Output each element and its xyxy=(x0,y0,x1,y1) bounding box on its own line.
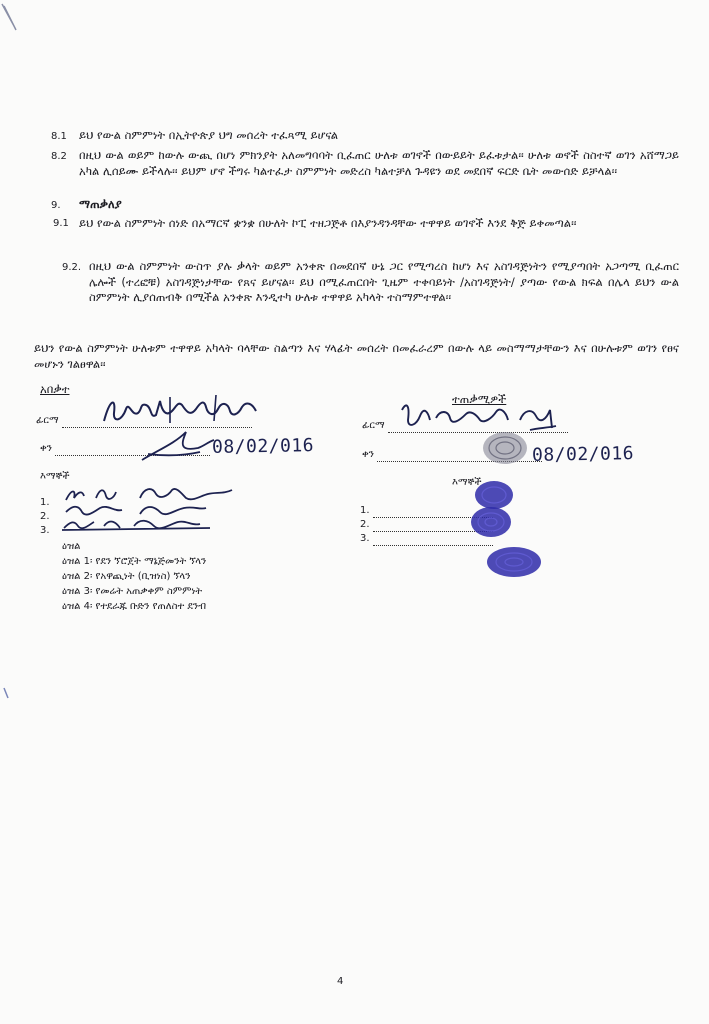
annex-1: ዕዝል 1፡ የደን ኘሮጀት ማኔጅመንት ኘላን xyxy=(62,556,207,567)
right-witness-thumbprint-2 xyxy=(468,504,514,540)
left-date-scribble xyxy=(138,426,218,466)
right-witness-3-dotted-line xyxy=(373,545,493,546)
margin-mark xyxy=(2,686,12,700)
closing-statement: ይህን የውል ስምምነት ሁለቱም ተዋዋይ አካላት ባላቸው ስልጣን እና ሃላፊት መሰረት በመፈራረም በውሉ ላይ መስማማታቸውን እና በሁሉቱም ወገን የፀና መሆኑን ገልፀዋል፡፡ xyxy=(34,341,679,371)
left-party-heading: አበቃተ xyxy=(40,382,70,396)
left-witness-3-number: 3. xyxy=(40,525,50,536)
annex-4: ዕዝል 4፡ የተደራጁ ቡድን የጠለስተ ደንብ xyxy=(62,601,207,612)
right-date-label: ቀን xyxy=(362,449,374,460)
left-date-label: ቀን xyxy=(40,443,52,454)
section-9-number: 9. xyxy=(51,200,61,211)
clause-9-1-number: 9.1 xyxy=(53,218,69,229)
left-witness-2-number: 2. xyxy=(40,511,50,522)
clause-8-1-text: ይህ የውል ስምምነት በኢትዮጵያ ህግ መሰረት ተፈጻሚ ይሆናል xyxy=(79,128,339,142)
right-witnesses-heading: እማኞች xyxy=(452,477,482,488)
clause-8-2-number: 8.2 xyxy=(51,151,67,162)
annex-3: ዕዝል 3፡ የመሬት አጠቃቀም ስምምነት xyxy=(62,586,203,597)
left-witness-signatures xyxy=(60,482,240,542)
right-witness-3-number: 3. xyxy=(360,533,370,544)
right-witness-thumbprint-3 xyxy=(484,544,544,580)
clause-9-2-text: በዚህ ውል ስምምነት ውስጥ ያሉ ቃላት ወይም አንቀጽ በመደበኛ ሁኔ ጋር የሚጣረስ ከሆነ እና አስገዳጅነትን የሚያጣበት አጋጣሚ ቢፈጠር ሌሎች (ተረፎቹ) አስገዳጅነታቸው የጸና ይሆናል፡፡ ይህ በሚፈጠርበት ጊዜም ተቀባይነት /አስገዳጅነት/ ያጣው የውል ክፍል በሌላ ይህን ውል ስምምነት ሊያሰጠብቅ በሚችል አንቀጽ እንዲተካ ሁለቱ ተዋዋይ አካላት ተስማምተዋል፡፡ xyxy=(89,259,679,304)
right-sign-label: ፊርማ xyxy=(362,420,385,431)
left-party-signature xyxy=(96,391,266,431)
right-witness-2-number: 2. xyxy=(360,519,370,530)
left-witnesses-heading: እማኞች xyxy=(40,471,70,482)
corner-pen-mark xyxy=(0,0,20,50)
section-9-title: ማጠቃለያ xyxy=(79,197,122,211)
clause-9-2-number: 9.2. xyxy=(62,262,82,273)
clause-9-1-text: ይህ የውል ስምምነት ሰነድ በአማርኛ ቋንቋ በሁለት ኮፒ ተዘጋጅቶ በእያንዳንዳቸው ተዋዋይ ወገኖች እንደ ቅጅ ይቀመጣል፡፡ xyxy=(79,216,577,230)
left-sign-label: ፊርማ xyxy=(36,415,59,426)
clause-8-1-number: 8.1 xyxy=(51,131,67,142)
clause-8-2-text: በዚህ ውል ወይም ከውሉ ውጪ በሆነ ምክንያት አለመግባባት ቢፈጠር ሁለቱ ወገኖች በውይይት ይፈቱታል፡፡ ሁለቱ ወኖች ስስተኛ ወገን አሸማጋይ አካል ሊሰይሙ ይችላሉ፡፡ ይህም ሆኖ ችግሩ ካልተፈታ ስምምነት መድረስ ካልተቻለ ጉዳዩን ወደ መደበኛ ፍርድ ቤት መውሰድ ይቻላል፡፡ xyxy=(79,148,679,178)
right-party-heading: ተጠቃሚዎች xyxy=(452,392,507,406)
annex-2: ዕዝል 2፡ የአዋጪነት (ቢዝነስ) ኘላን xyxy=(62,571,191,582)
page-number: 4 xyxy=(337,976,344,987)
left-date-value: 08/02/016 xyxy=(211,435,315,458)
right-witness-1-number: 1. xyxy=(360,505,370,516)
annexes-heading: ዕዝል xyxy=(62,541,81,552)
left-witness-1-number: 1. xyxy=(40,497,50,508)
right-thumbprint-1 xyxy=(480,428,530,468)
right-date-value: 08/02/016 xyxy=(531,443,635,466)
